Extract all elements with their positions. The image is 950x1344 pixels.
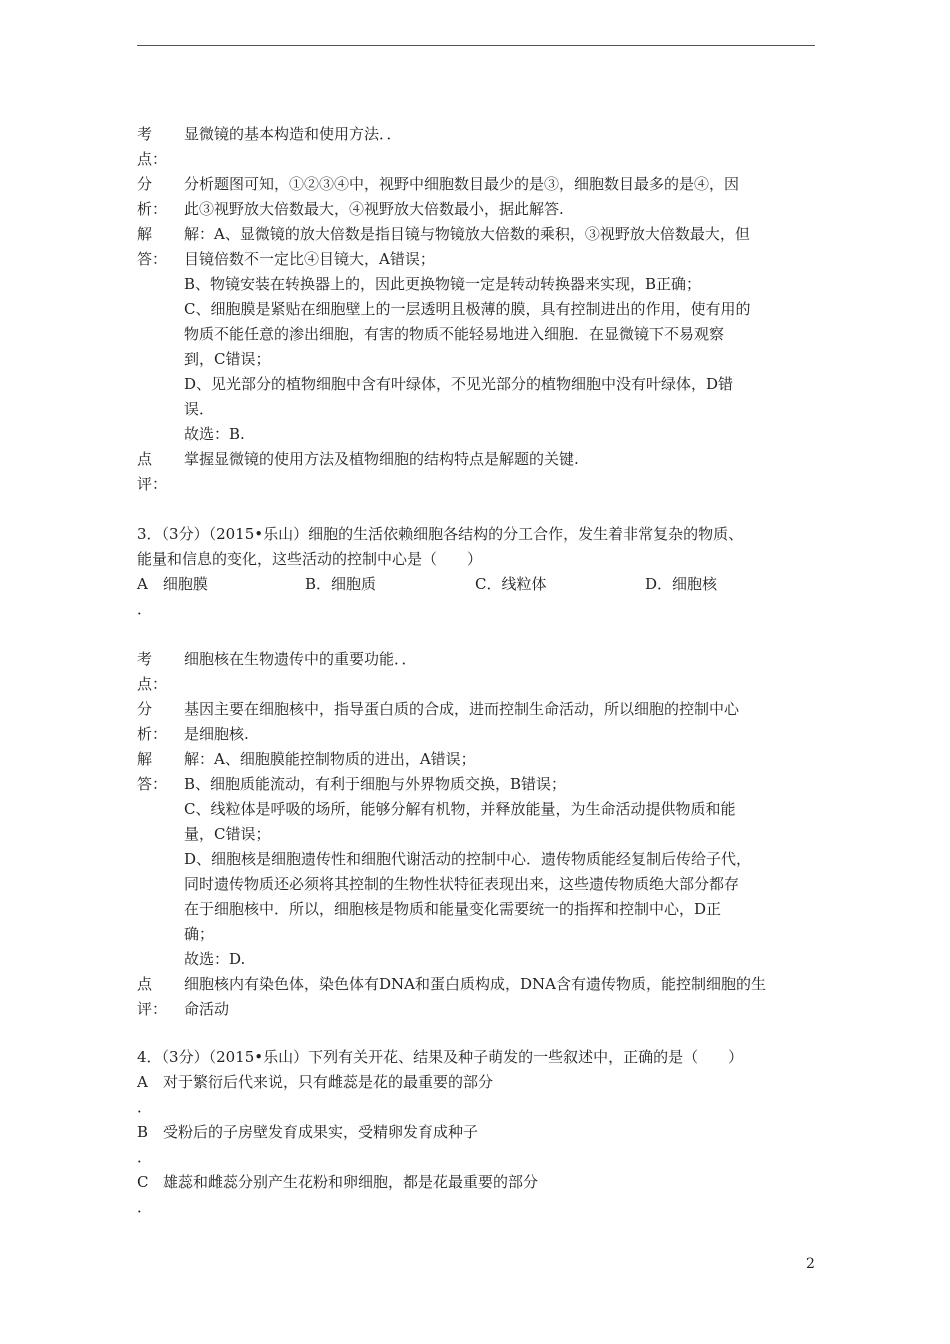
jieda-line: B、细胞质能流动，有利于细胞与外界物质交换，B错误； — [184, 775, 567, 793]
jieda-line: 解：A、细胞膜能控制物质的进出，A错误； — [184, 750, 476, 768]
option-b: B．细胞质 — [305, 575, 377, 593]
option-d: D．细胞核 — [645, 575, 718, 593]
page-number: 2 — [806, 1256, 815, 1272]
option-dot: ． — [137, 1098, 153, 1116]
q2-analysis — [137, 122, 817, 497]
jieda-line: 故选：D. — [184, 950, 246, 968]
label: 考 — [137, 650, 153, 668]
label: 析： — [137, 725, 168, 743]
label: 分 — [137, 700, 153, 718]
fenxi-line: 分析题图可知，①②③④中，视野中细胞数目最少的是③，细胞数目最多的是④，因 — [184, 175, 740, 193]
dianping-line: 命活动 — [184, 1000, 230, 1018]
header-rule — [137, 45, 815, 46]
jieda-line: D、见光部分的植物细胞中含有叶绿体，不见光部分的植物细胞中没有叶绿体，D错 — [184, 375, 734, 393]
jieda-line: 量，C错误； — [184, 825, 271, 843]
jieda-line: 物质不能任意的渗出细胞，有害的物质不能轻易地进入细胞．在显微镜下不易观察 — [184, 325, 725, 343]
fenxi-line: 基因主要在细胞核中，指导蛋白质的合成，进而控制生命活动，所以细胞的控制中心 — [184, 700, 740, 718]
label: 点 — [137, 450, 153, 468]
jieda-line: C、线粒体是呼吸的场所，能够分解有机物，并释放能量，为生命活动提供物质和能 — [184, 800, 736, 818]
jieda-line: 在于细胞核中．所以，细胞核是物质和能量变化需要统一的指挥和控制中心，D正 — [184, 900, 722, 918]
label: 答： — [137, 775, 168, 793]
label: 解 — [137, 750, 153, 768]
dianping-text: 掌握显微镜的使用方法及植物细胞的结构特点是解题的关键. — [184, 450, 579, 468]
fenxi-line: 是细胞核. — [184, 725, 249, 743]
label: 分 — [137, 175, 153, 193]
option-label: C — [137, 1173, 149, 1191]
jieda-line: B、物镜安装在转换器上的，因此更换物镜一定是转动转换器来实现，B正确； — [184, 275, 702, 293]
label: 解 — [137, 225, 153, 243]
dianping-line: 细胞核内有染色体，染色体有DNA和蛋白质构成，DNA含有遗传物质，能控制细胞的生 — [184, 975, 766, 993]
option-label: B — [137, 1123, 149, 1141]
option-text: 雄蕊和雌蕊分别产生花粉和卵细胞，都是花最重要的部分 — [163, 1173, 539, 1191]
jieda-line: 误． — [184, 400, 215, 418]
jieda-line: 同时遗传物质还必须将其控制的生物性状特征表现出来，这些遗传物质绝大部分都存 — [184, 875, 740, 893]
label: 考 — [137, 125, 153, 143]
stem-line: 能量和信息的变化，这些活动的控制中心是（ ） — [137, 550, 483, 568]
label: 点： — [137, 675, 168, 693]
q3-analysis — [137, 647, 817, 1022]
label: 点 — [137, 975, 153, 993]
option-text: 对于繁衍后代来说，只有雌蕊是花的最重要的部分 — [163, 1073, 494, 1091]
q3-stem — [137, 522, 817, 622]
kaodian-text: 显微镜的基本构造和使用方法．． — [184, 125, 402, 143]
jieda-line: C、细胞膜是紧贴在细胞壁上的一层透明且极薄的膜，具有控制进出的作用，使有用的 — [184, 300, 751, 318]
stem-line: 4．（3分）（2015•乐山）下列有关开花、结果及种子萌发的一些叙述中，正确的是（ ） — [137, 1048, 744, 1066]
jieda-line: 目镜倍数不一定比④目镜大，A错误； — [184, 250, 435, 268]
label: 答： — [137, 250, 168, 268]
q4 — [137, 1045, 817, 1220]
jieda-line: 故选：B. — [184, 425, 245, 443]
option-label: A — [137, 1073, 148, 1091]
label: 点： — [137, 150, 168, 168]
option-c: C．线粒体 — [475, 575, 547, 593]
label: 析： — [137, 200, 168, 218]
option-dot: ． — [137, 1198, 153, 1216]
label: 评： — [137, 1000, 168, 1018]
label: 评： — [137, 475, 168, 493]
kaodian-text: 细胞核在生物遗传中的重要功能．． — [184, 650, 417, 668]
option-a: A 细胞膜 — [137, 575, 208, 593]
jieda-line: 解：A、显微镜的放大倍数是指目镜与物镜放大倍数的乘积，③视野放大倍数最大，但 — [184, 225, 750, 243]
stem-line: 3．（3分）（2015•乐山）细胞的生活依赖细胞各结构的分工合作，发生着非常复杂的物质、 — [137, 525, 744, 543]
jieda-line: 到，C错误； — [184, 350, 271, 368]
option-dot: ． — [137, 1148, 153, 1166]
jieda-line: D、细胞核是细胞遗传性和细胞代谢活动的控制中心．遗传物质能经复制后传给子代， — [184, 850, 752, 868]
option-dot: ． — [137, 600, 153, 618]
option-text: 受粉后的子房壁发育成果实，受精卵发育成种子 — [163, 1123, 479, 1141]
fenxi-line: 此③视野放大倍数最大，④视野放大倍数最小，据此解答. — [184, 200, 564, 218]
jieda-line: 确； — [184, 925, 215, 943]
q3-options — [137, 572, 817, 597]
